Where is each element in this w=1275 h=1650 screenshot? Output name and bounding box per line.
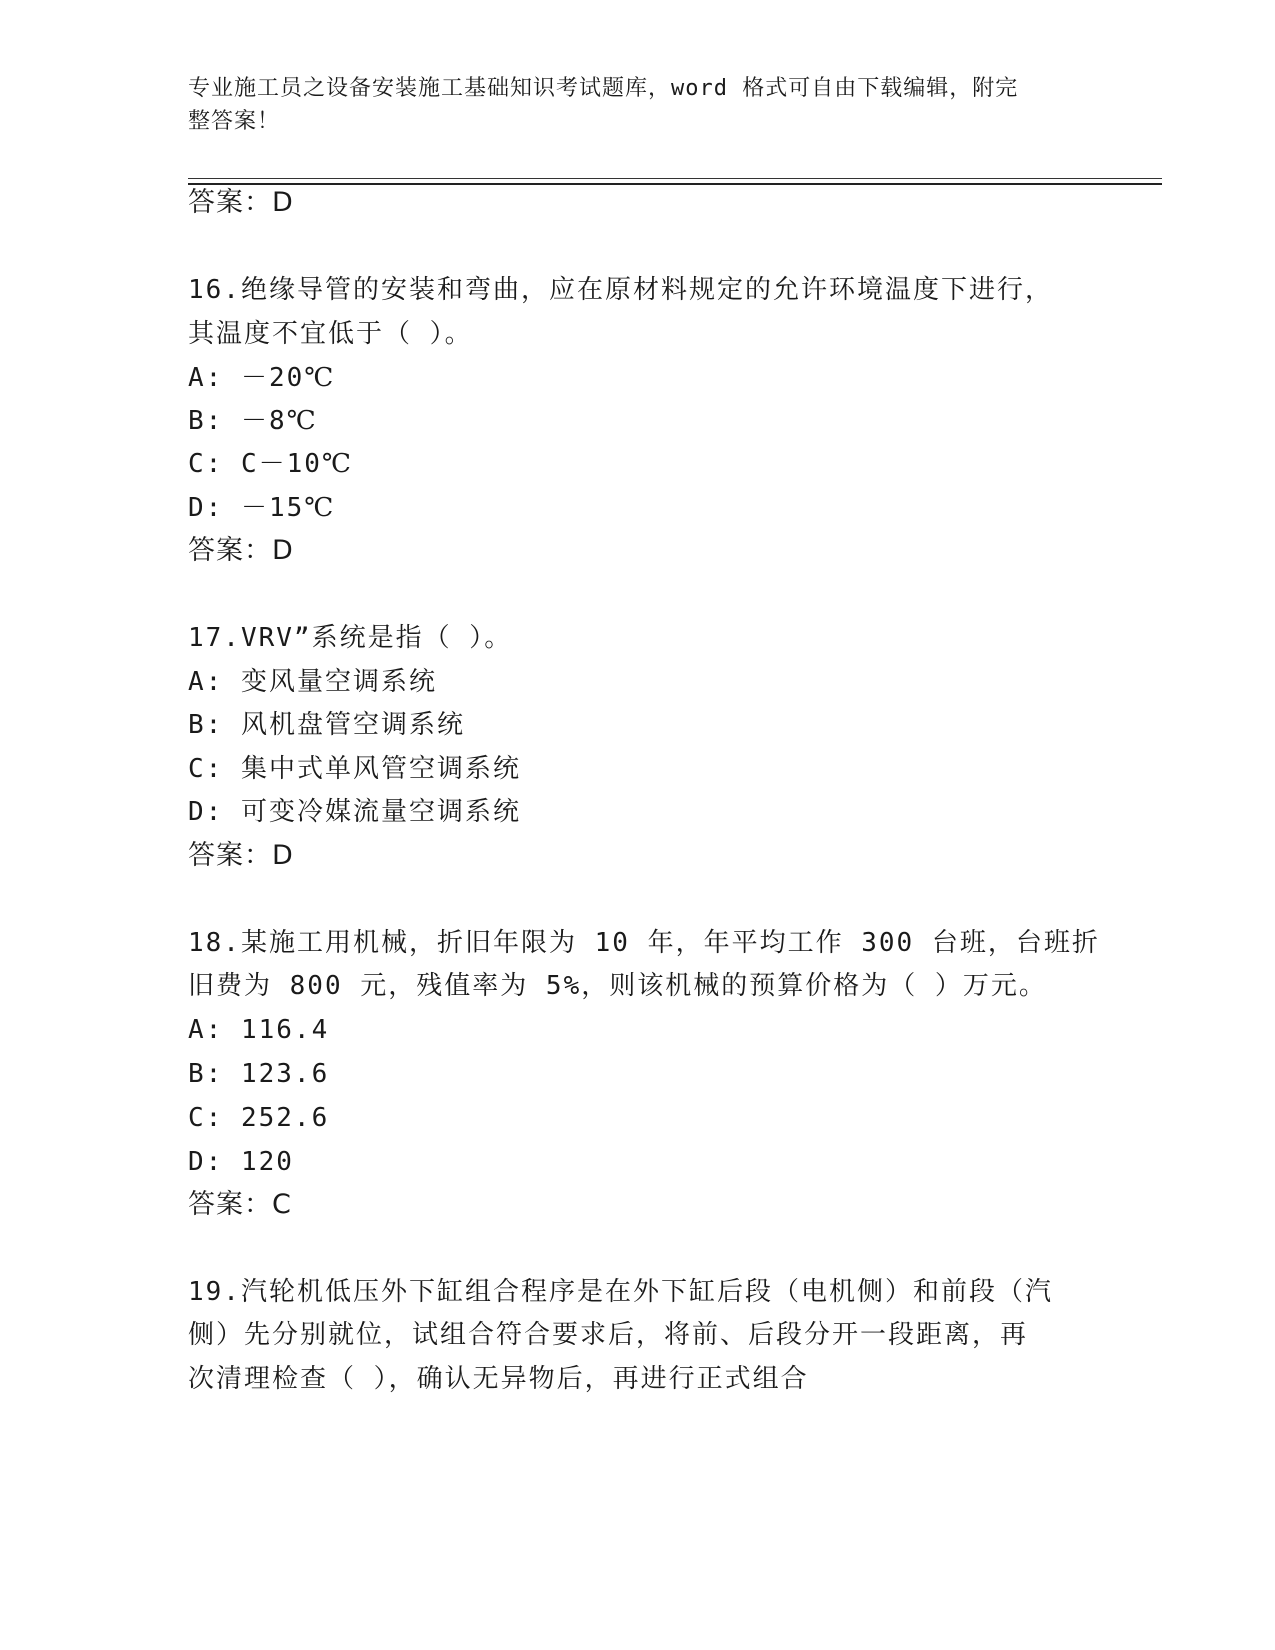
question-16-stem-line-1: 16.绝缘导管的安装和弯曲，应在原材料规定的允许环境温度下进行，	[188, 275, 1053, 305]
question-16-option-b: B: －8℃	[188, 406, 318, 436]
question-19-stem-line-3: 次清理检查（ ），确认无异物后，再进行正式组合	[188, 1364, 809, 1394]
question-18-answer: 答案：C	[188, 1189, 292, 1220]
question-17-option-b: B: 风机盘管空调系统	[188, 710, 465, 740]
header-intro-line-1: 专业施工员之设备安装施工基础知识考试题库，word 格式可自由下载编辑，附完	[188, 76, 1019, 101]
question-18-option-c: C: 252.6	[188, 1103, 330, 1133]
question-17-option-d: D: 可变冷媒流量空调系统	[188, 797, 521, 827]
question-16-answer: 答案：D	[188, 535, 294, 566]
question-16-option-a: A: －20℃	[188, 363, 336, 393]
header-divider-thin	[188, 178, 1162, 179]
question-16-option-c: C: C－10℃	[188, 449, 354, 479]
question-17-option-c: C: 集中式单风管空调系统	[188, 754, 521, 784]
question-18-option-d: D: 120	[188, 1147, 294, 1177]
document-header	[188, 72, 1068, 138]
question-18-stem-line-1: 18.某施工用机械，折旧年限为 10 年，年平均工作 300 台班，台班折	[188, 928, 1100, 958]
question-17-stem-line-1: 17.VRV”系统是指（ ）。	[188, 623, 513, 653]
question-17-answer: 答案：D	[188, 840, 294, 871]
header-intro-line-2: 整答案！	[188, 109, 281, 134]
question-18-stem-line-2: 旧费为 800 元，残值率为 5%，则该机械的预算价格为（ ）万元。	[188, 971, 1047, 1001]
question-19-stem-line-1: 19.汽轮机低压外下缸组合程序是在外下缸后段（电机侧）和前段（汽	[188, 1277, 1053, 1307]
question-17-option-a: A: 变风量空调系统	[188, 667, 437, 697]
question-16-option-d: D: －15℃	[188, 493, 336, 523]
header-divider-thick	[188, 183, 1162, 185]
question-19-stem-line-2: 侧）先分别就位，试组合符合要求后，将前、后段分开一段距离，再	[188, 1320, 1029, 1350]
question-16-stem-line-2: 其温度不宜低于（ ）。	[188, 319, 473, 349]
answer-line: 答案：D	[188, 187, 294, 218]
question-18-option-a: A: 116.4	[188, 1015, 330, 1045]
question-18-option-b: B: 123.6	[188, 1059, 330, 1089]
